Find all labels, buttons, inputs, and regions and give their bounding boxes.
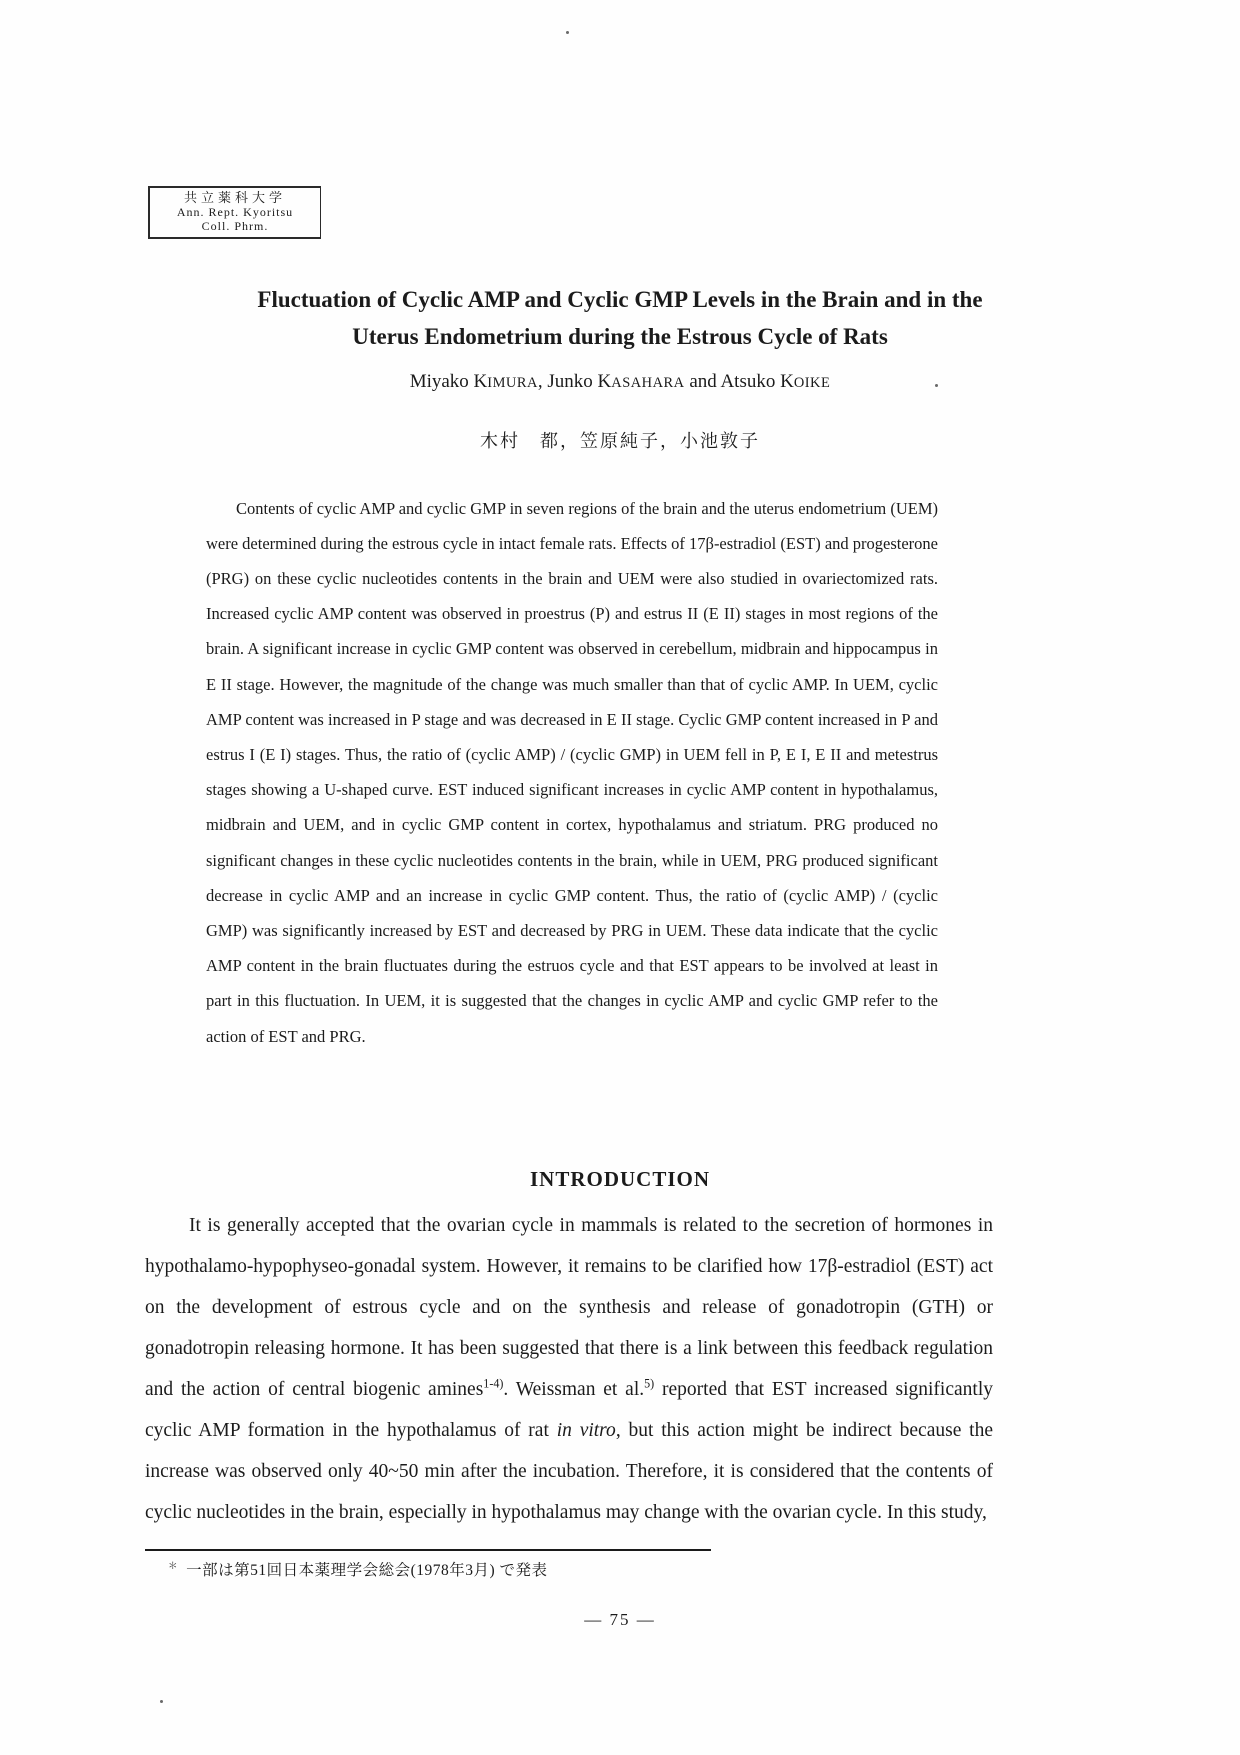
introduction-paragraph	[145, 1205, 993, 1533]
text-segment: 5)	[644, 1376, 655, 1390]
text-segment: IMURA	[487, 375, 538, 391]
text-segment: reported that EST increased significantly cyclic AMP formation in the hypothalamus of rat	[145, 1378, 993, 1441]
author-list-japanese: 木村 都，笠原純子，小池敦子	[480, 431, 760, 451]
text-segment: . Weissman et al.	[503, 1378, 645, 1400]
text-segment: Miyako K	[409, 371, 488, 392]
text-segment: It is generally accepted that the ovarian cycle in mammals is related to the secretion of hormones in hypothalamo-hypophyseo-gonadal system. However, it remains to be clarified how 17β-estradiol (EST) act on the development of estrous cycle and on the synthesis and release of gonadotropin (GTH) or gonadotropin releasing hormone. It has been suggested that there is a link between this feedback regulation and the action of central biogenic amines	[145, 1214, 993, 1400]
text-segment: , but this action might be indirect because the increase was observed only 40~50 min after the incubation. Therefore, it is considered that the contents of cyclic nucleotides in the brain, especially in hypothalamus may change with the ovarian cycle. In this study,	[145, 1419, 994, 1523]
footnote-divider	[145, 1549, 711, 1551]
abstract-paragraph: Contents of cyclic AMP and cyclic GMP in seven regions of the brain and the uterus endometrium (UEM) were determined during the estrous cycle in intact female rats. Effects of 17β-estradiol (EST) and progesterone (PRG) on these cyclic nucleotides contents in the brain and UEM were also studied in ovariectomized rats. Increased cyclic AMP content was observed in proestrus (P) and estrus II (E II) stages in most regions of the brain. A significant increase in cyclic GMP content was observed in cerebellum, midbrain and hippocampus in E II stage. However, the magnitude of the change was much smaller than that of cyclic AMP. In UEM, cyclic AMP content was increased in P stage and was decreased in E II stage. Cyclic GMP content increased in P and estrus I (E I) stages. Thus, the ratio of (cyclic AMP) / (cyclic GMP) in UEM fell in P, E I, E II and metestrus stages showing a U-shaped curve. EST induced significant increases in cyclic AMP content in hypothalamus, midbrain and UEM, and in cyclic GMP content in cortex, hypothalamus and striatum. PRG produced no significant changes in these cyclic nucleotides contents in the brain, while in UEM, PRG produced significant decrease in cyclic AMP and an increase in cyclic GMP content. Thus, the ratio of (cyclic AMP) / (cyclic GMP) was significantly increased by EST and decreased by PRG in UEM. These data indicate that the cyclic AMP content in the brain fluctuates during the estruos cycle and that EST appears to be involved at least in part in this fluctuation. In UEM, it is suggested that the changes in cyclic AMP and cyclic GMP refer to the action of EST and PRG.	[206, 498, 938, 1046]
footnote-marker: ＊	[168, 1560, 179, 1572]
stamp-university-name: 共立薬科大学	[183, 190, 286, 205]
text-segment: and Atsuko K	[684, 371, 794, 392]
stamp-report-line2: Coll. Phrm.	[201, 219, 269, 233]
stamp-report-line1: Ann. Rept. Kyoritsu	[176, 205, 294, 219]
text-segment: 1-4)	[483, 1376, 504, 1390]
footnote-text: 一部は第51回日本薬理学会総会(1978年3月) で発表	[186, 1562, 548, 1579]
page-number: — 75 —	[584, 1610, 656, 1629]
introduction-heading: INTRODUCTION	[529, 1167, 711, 1192]
text-segment: OIKE	[793, 375, 831, 391]
author-list	[0, 371, 1240, 393]
scan-artifact-dot	[160, 1700, 163, 1703]
text-segment: ASAHARA	[611, 375, 685, 391]
library-stamp	[148, 186, 321, 239]
text-segment: , Junko K	[537, 371, 612, 392]
article-title: Fluctuation of Cyclic AMP and Cyclic GMP Levels in the Brain and in the Uterus Endometrium during the Estrous Cycle of Rats	[257, 287, 983, 349]
text-segment: in vitro	[556, 1419, 616, 1441]
scan-artifact-dot	[566, 31, 569, 34]
footnote	[168, 1558, 548, 1580]
